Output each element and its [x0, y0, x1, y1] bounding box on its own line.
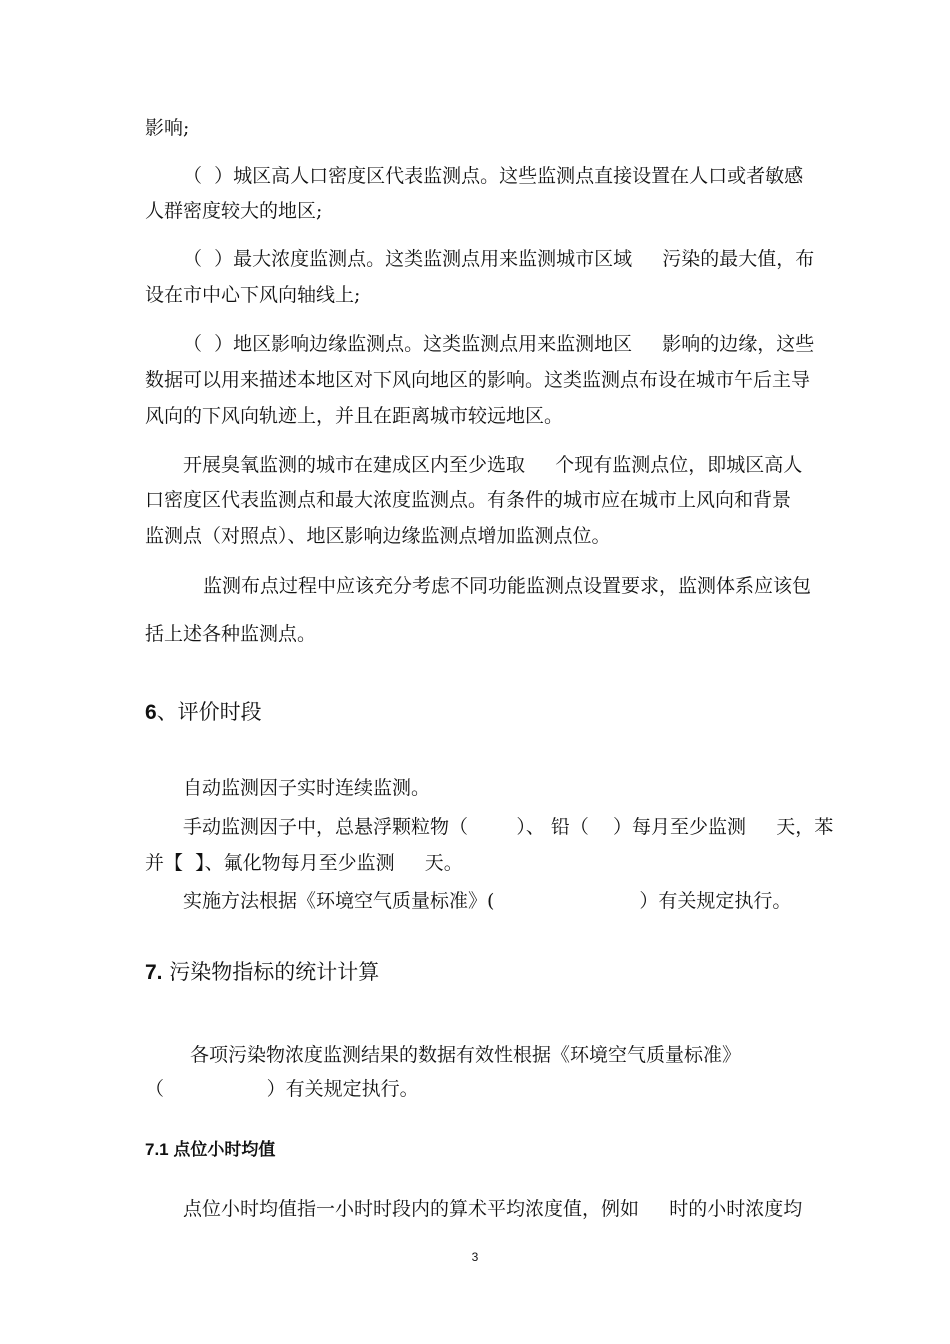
text-line: 口密度区代表监测点和最大浓度监测点。有条件的城市应在城市上风向和背景: [145, 489, 792, 511]
text-line: 人群密度较大的地区;: [145, 200, 323, 222]
text-line: （ ）最大浓度监测点。这类监测点用来监测城市区域 污染的最大值，布: [183, 248, 815, 270]
text-line: 影响;: [145, 117, 190, 139]
section-number: 7.: [145, 961, 163, 984]
text-line: 自动监测因子实时连续监测。: [183, 777, 431, 799]
text-line: 开展臭氧监测的城市在建成区内至少选取 个现有监测点位，即城区高人: [183, 454, 803, 476]
section-number: 6: [145, 701, 157, 724]
text-line: 各项污染物浓度监测结果的数据有效性根据《环境空气质量标准》: [190, 1044, 742, 1066]
page-number: 3: [471, 1250, 479, 1264]
text-line: 风向的下风向轨迹上，并且在距离城市较远地区。: [145, 405, 564, 427]
text-line: 括上述各种监测点。: [145, 623, 317, 645]
section-heading-7: [145, 958, 379, 987]
text-line: 监测点（对照点）、地区影响边缘监测点增加监测点位。: [145, 525, 611, 547]
text-line: （ ）城区高人口密度区代表监测点。这些监测点直接设置在人口或者敏感: [183, 165, 804, 187]
text-line: 并【 】、氟化物每月至少监测 天。: [145, 852, 463, 874]
subsection-heading-7-1: 7.1 点位小时均值: [145, 1140, 276, 1159]
text-line: 手动监测因子中，总悬浮颗粒物（ ）、 铅（ ）每月至少监测 天，苯: [183, 816, 834, 838]
text-line: （ ）地区影响边缘监测点。这类监测点用来监测地区 影响的边缘，这些: [183, 333, 815, 355]
section-title: 污染物指标的统计计算: [162, 960, 380, 984]
text-line: 实施方法根据《环境空气质量标准》( ）有关规定执行。: [183, 890, 792, 912]
section-title: 、评价时段: [156, 700, 262, 724]
text-line: 监测布点过程中应该充分考虑不同功能监测点设置要求，监测体系应该包: [203, 575, 812, 597]
text-line: 点位小时均值指一小时时段内的算术平均浓度值，例如 时的小时浓度均: [183, 1198, 803, 1220]
section-heading-6: [145, 698, 262, 727]
text-line: 设在市中心下风向轴线上;: [145, 284, 361, 306]
text-line: （ ）有关规定执行。: [145, 1078, 419, 1100]
text-line: 数据可以用来描述本地区对下风向地区的影响。这类监测点布设在城市午后主导: [145, 369, 811, 391]
